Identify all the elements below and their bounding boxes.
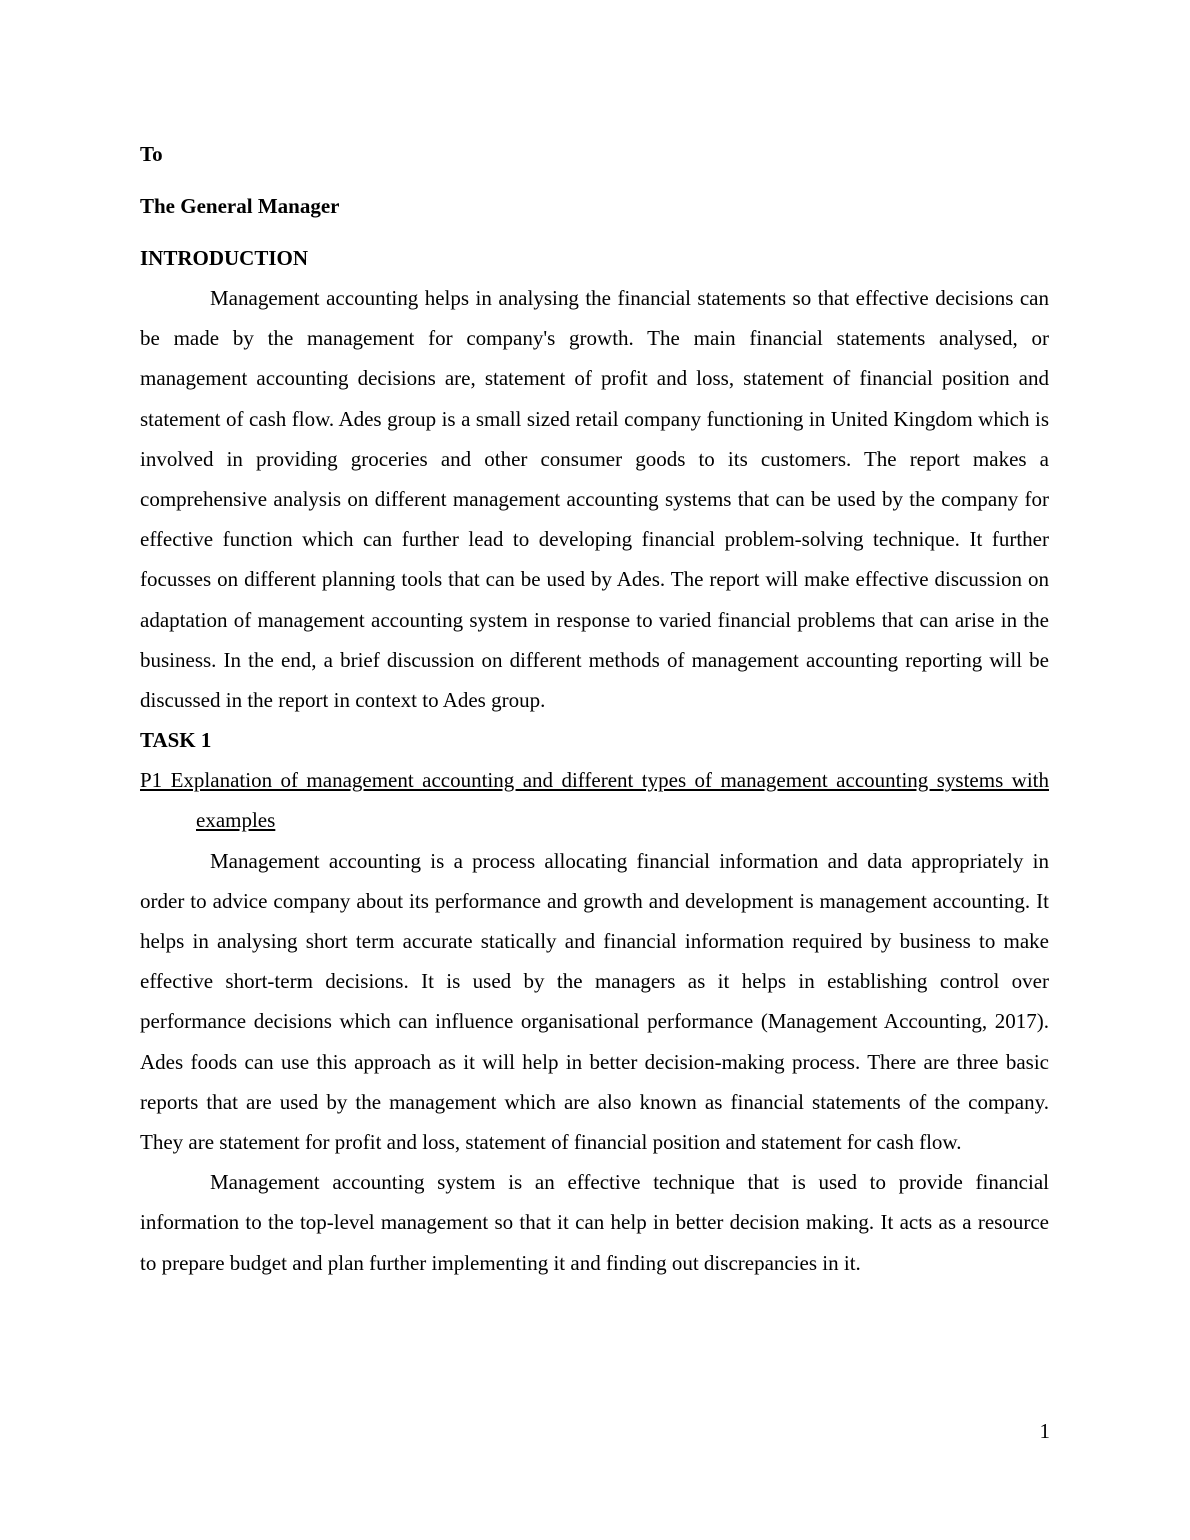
page-content xyxy=(140,134,1049,1283)
p1-paragraph-1: Management accounting is a process allocating financial information and data appropriately in order to advice company about its performance and growth and development is management accounting. It helps in analysing short term accurate statically and financial information required by business to make effective short-term decisions. It is used by the managers as it helps in establishing control over performance decisions which can influence organisational performance (Management Accounting, 2017). Ades foods can use this approach as it will help in better decision-making process. There are three basic reports that are used by the management which are also known as financial statements of the company. They are statement for profit and loss, statement of financial position and statement for cash flow. xyxy=(140,848,1049,1155)
recipient-line: The General Manager xyxy=(140,194,340,218)
p1-subheading: P1 Explanation of management accounting and different types of management accounting systems with examples xyxy=(140,768,1049,833)
page-number: 1 xyxy=(1039,1419,1050,1443)
introduction-paragraph: Management accounting helps in analysing the financial statements so that effective decisions can be made by the management for company's growth. The main financial statements analysed, or management accounting decisions are, statement of profit and loss, statement of financial position and statement of cash flow. Ades group is a small sized retail company functioning in United Kingdom which is involved in providing groceries and other consumer goods to its customers. The report makes a comprehensive analysis on different management accounting systems that can be used by the company for effective function which can further lead to developing financial problem-solving technique. It further focusses on different planning tools that can be used by Ades. The report will make effective discussion on adaptation of management accounting system in response to varied financial problems that can arise in the business. In the end, a brief discussion on different methods of management accounting reporting will be discussed in the report in context to Ades group. xyxy=(140,286,1049,713)
to-line: To xyxy=(140,142,163,166)
introduction-heading: INTRODUCTION xyxy=(140,246,309,270)
task-1-heading: TASK 1 xyxy=(140,728,212,753)
p1-paragraph-2: Management accounting system is an effective technique that is used to provide financial information to the top-level management so that it can help in better decision making. It acts as a resource to prepare budget and plan further implementing it and finding out discrepancies in it. xyxy=(140,1170,1049,1275)
